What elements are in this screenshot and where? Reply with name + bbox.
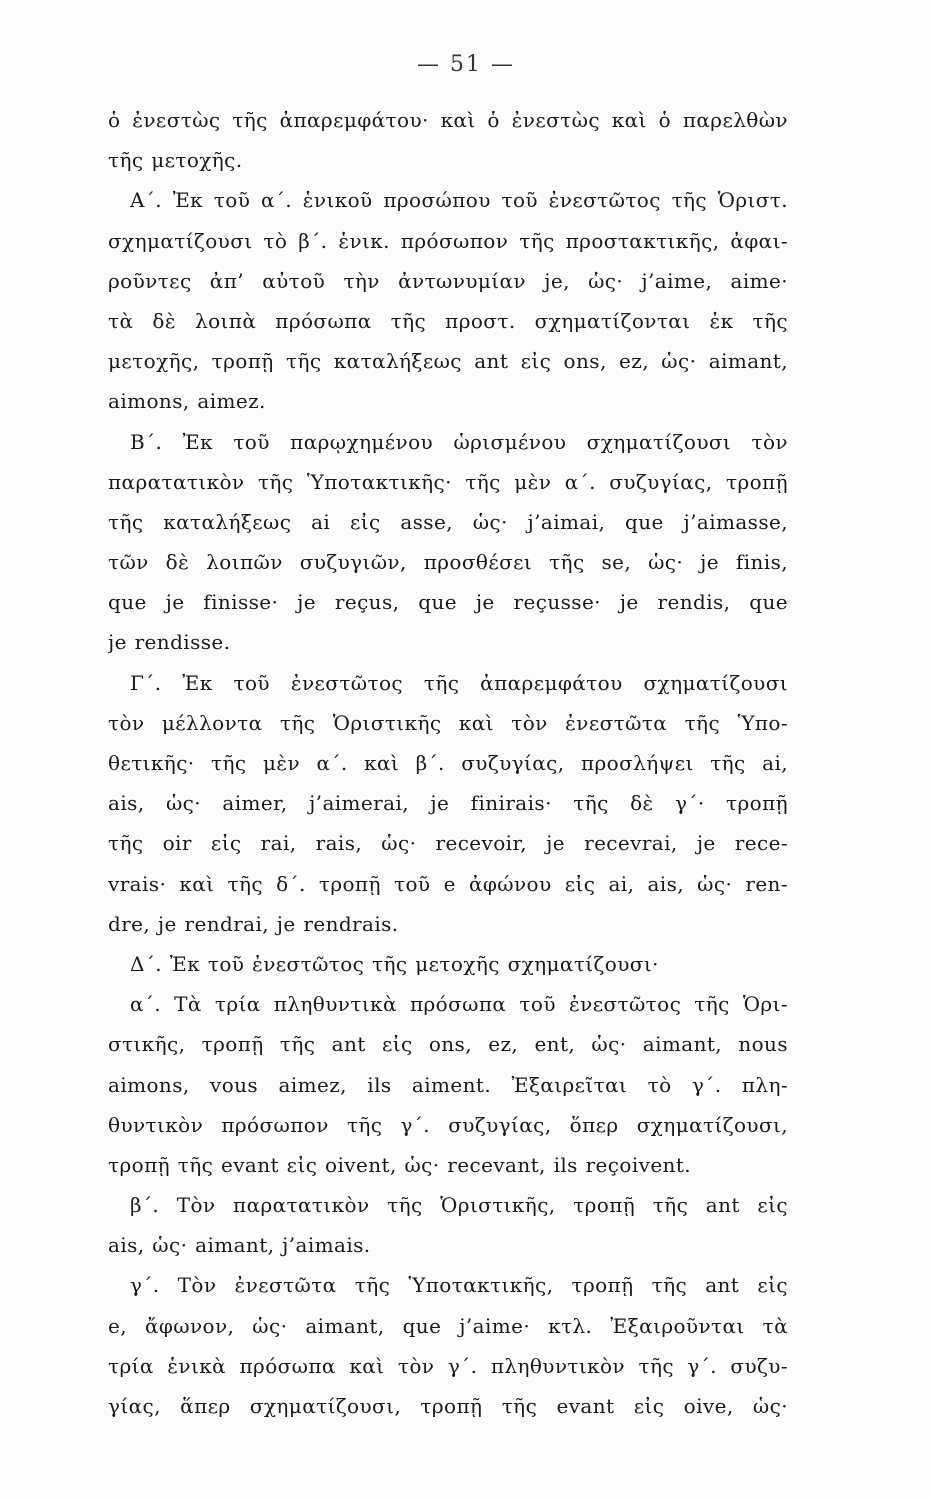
- text-line: ροῦντες ἀπ’ αὐτοῦ τὴν ἀντωνυμίαν je, ὡς· j’aime, aime·: [108, 268, 788, 293]
- text-line: ais, ὡς· aimer, j’aimerai, je finirais· τῆς δὲ γ΄· τροπῇ: [108, 791, 788, 816]
- text-line: γίας, ἅπερ σχηματίζουσι, τροπῇ τῆς evant εἰς oive, ὡς·: [108, 1394, 788, 1418]
- text-line: τῶν δὲ λοιπῶν συζυγιῶν, προσθέσει τῆς se, ὡς· je finis,: [108, 550, 788, 575]
- text-line: e, ἄφωνον, ὡς· aimant, que j’aime· κτλ. Ἐξαιροῦνται τὰ: [108, 1313, 788, 1338]
- text-line: παρατατικὸν τῆς Ὑποτακτικῆς· τῆς μὲν α΄. συζυγίας, τροπῇ: [108, 469, 788, 494]
- text-line: τῆς oir εἰς rai, rais, ὡς· recevoir, je recevrai, je rece-: [108, 831, 788, 856]
- text-line: Δ΄. Ἐκ τοῦ ἐνεστῶτος τῆς μετοχῆς σχηματίζουσι·: [130, 951, 659, 976]
- text-line: Α΄. Ἐκ τοῦ α΄. ἑνικοῦ προσώπου τοῦ ἐνεστῶτος τῆς Ὁριστ.: [130, 188, 788, 213]
- text-line: que je finisse· je reçus, que je reçusse· je rendis, que: [108, 590, 788, 615]
- text-line: τῆς καταλήξεως ai εἰς asse, ὡς· j’aimai, que j’aimasse,: [108, 509, 788, 534]
- text-line: vrais· καὶ τῆς δ΄. τροπῇ τοῦ e ἀφώνου εἰς ai, ais, ὡς· ren-: [108, 871, 788, 896]
- text-line: τὸν μέλλοντα τῆς Ὁριστικῆς καὶ τὸν ἐνεστῶτα τῆς Ὑπο-: [108, 710, 788, 735]
- text-line: τῆς μετοχῆς.: [108, 148, 243, 173]
- text-line: Γ΄. Ἐκ τοῦ ἐνεστῶτος τῆς ἀπαρεμφάτου σχηματίζουσι: [130, 670, 788, 695]
- text-line: σχηματίζουσι τὸ β΄. ἑνικ. πρόσωπον τῆς προστακτικῆς, ἀφαι-: [108, 228, 788, 253]
- text-line: Β΄. Ἐκ τοῦ παρῳχημένου ὡρισμένου σχηματίζουσι τὸν: [130, 429, 788, 454]
- body-text: [108, 100, 788, 1426]
- text-line: α΄. Τὰ τρία πληθυντικὰ πρόσωπα τοῦ ἐνεστῶτος τῆς Ὁρι-: [130, 992, 788, 1017]
- text-line: je rendisse.: [108, 630, 231, 655]
- text-line: β΄. Τὸν παρατατικὸν τῆς Ὁριστικῆς, τροπῇ τῆς ant εἰς: [130, 1193, 788, 1218]
- text-line: ὁ ἐνεστὼς τῆς ἀπαρεμφάτου· καὶ ὁ ἐνεστὼς καὶ ὁ παρελθὼν: [108, 108, 788, 132]
- text-line: ais, ὡς· aimant, j’aimais.: [108, 1233, 371, 1258]
- text-line: τροπῇ τῆς evant εἰς oivent, ὡς· recevant, ils reçoivent.: [108, 1152, 692, 1177]
- text-line: θυντικὸν πρόσωπον τῆς γ΄. συζυγίας, ὅπερ σχηματίζουσι,: [108, 1112, 788, 1137]
- text-line: τὰ δὲ λοιπὰ πρόσωπα τῆς προστ. σχηματίζονται ἐκ τῆς: [108, 308, 788, 333]
- text-line: aimons, aimez.: [108, 389, 266, 414]
- page-number: — 51 —: [417, 52, 515, 77]
- text-line: μετοχῆς, τροπῇ τῆς καταλήξεως ant εἰς ons, ez, ὡς· aimant,: [108, 349, 788, 374]
- text-line: aimons, vous aimez, ils aiment. Ἐξαιρεῖται τὸ γ΄. πλη-: [108, 1072, 788, 1097]
- text-line: τρία ἑνικὰ πρόσωπα καὶ τὸν γ΄. πληθυντικὸν τῆς γ΄. συζυ-: [108, 1353, 788, 1378]
- text-line: γ΄. Τὸν ἐνεστῶτα τῆς Ὑποτακτικῆς, τροπῇ τῆς ant εἰς: [130, 1273, 788, 1298]
- text-line: dre, je rendrai, je rendrais.: [108, 911, 399, 936]
- text-line: θετικῆς· τῆς μὲν α΄. καὶ β΄. συζυγίας, προσλήψει τῆς ai,: [108, 751, 788, 775]
- text-line: στικῆς, τροπῇ τῆς ant εἰς ons, ez, ent, ὡς· aimant, nous: [108, 1032, 788, 1057]
